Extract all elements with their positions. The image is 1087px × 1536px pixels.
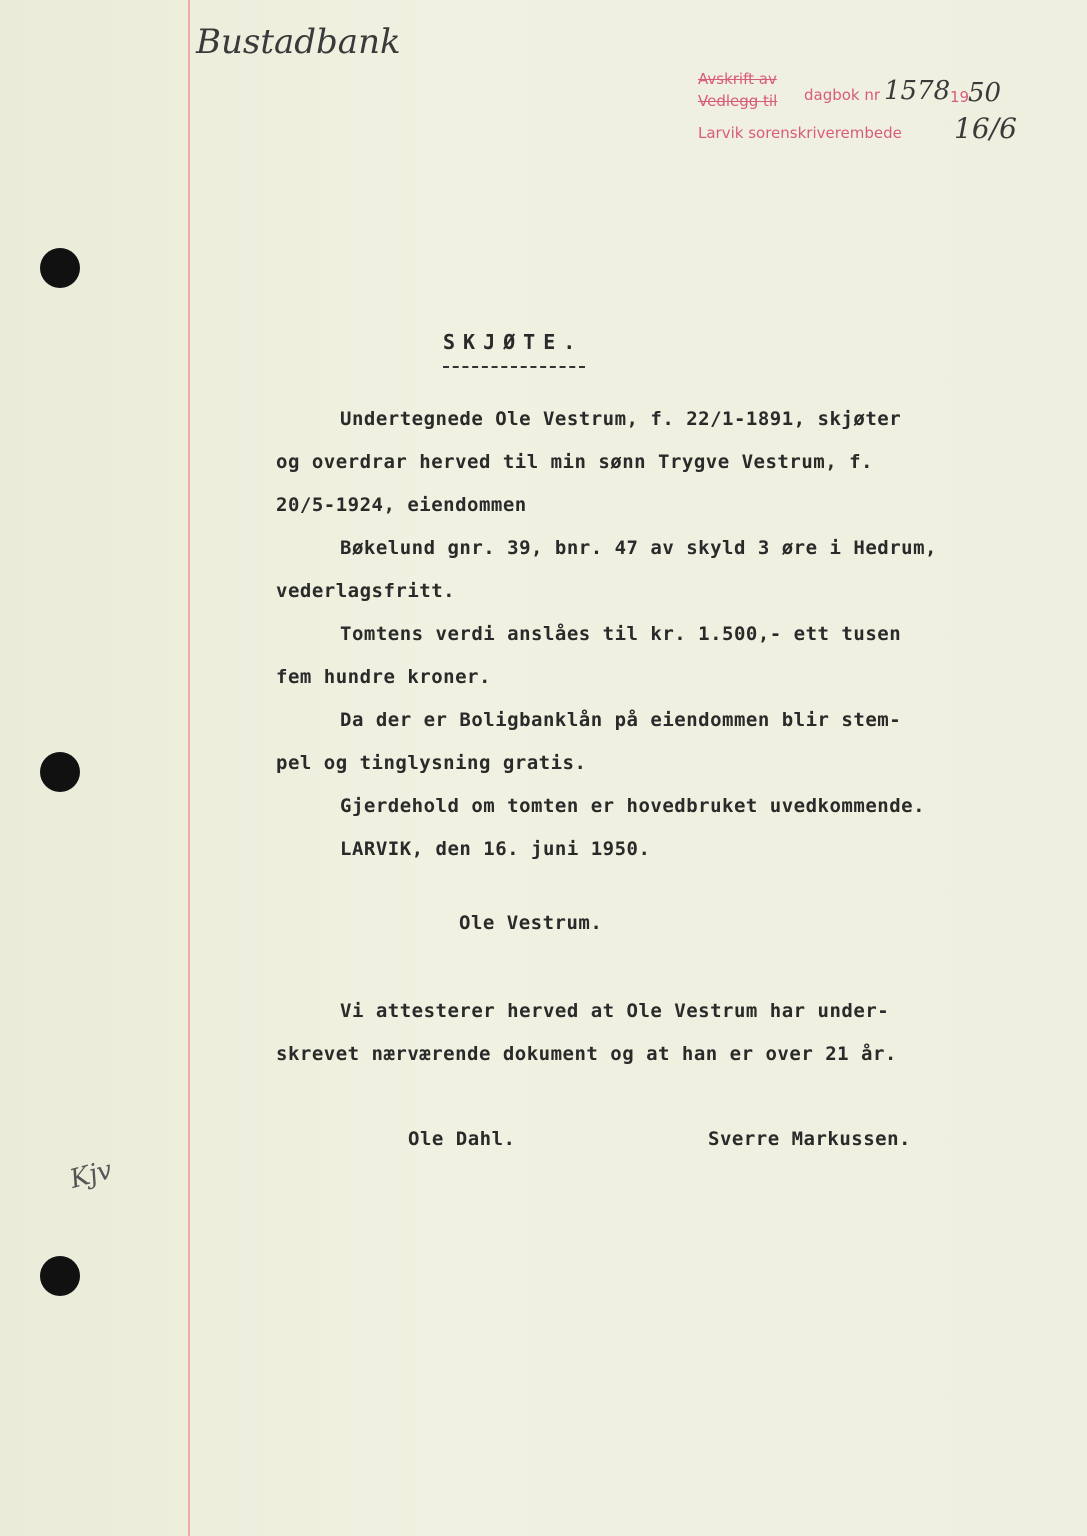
stamp-year-prefix: 19 [950, 88, 970, 106]
punch-hole [40, 752, 80, 792]
body-line: Da der er Boligbanklån på eiendommen blir stem- [340, 709, 902, 731]
body-line: fem hundre kroner. [276, 666, 491, 688]
punch-hole [40, 248, 80, 288]
year-handwritten: 50 [968, 78, 1002, 108]
date-line: LARVIK, den 16. juni 1950. [340, 838, 651, 860]
body-line: 20/5-1924, eiendommen [276, 494, 527, 516]
stamp-line: Larvik sorenskriverembede [698, 124, 902, 142]
witness-signature: Sverre Markussen. [708, 1128, 911, 1150]
body-line: Undertegnede Ole Vestrum, f. 22/1-1891, skjøter [340, 408, 902, 430]
stamp-line: Avskrift av [698, 70, 777, 88]
body-line: Tomtens verdi anslåes til kr. 1.500,- ett tusen [340, 623, 902, 645]
attest-line: skrevet nærværende dokument og at han er over 21 år. [276, 1043, 897, 1065]
margin-initials: Kjv [66, 1155, 116, 1195]
title-underline [443, 366, 585, 368]
margin-rule [188, 0, 190, 1536]
handwritten-header: Bustadbank [196, 22, 401, 62]
body-line: og overdrar herved til min sønn Trygve Vestrum, f. [276, 451, 873, 473]
body-line: vederlagsfritt. [276, 580, 456, 602]
attest-line: Vi attesterer herved at Ole Vestrum har under- [340, 1000, 890, 1022]
body-line: Gjerdehold om tomten er hovedbruket uvedkommende. [340, 795, 926, 817]
body-line: Bøkelund gnr. 39, bnr. 47 av skyld 3 øre i Hedrum, [340, 537, 937, 559]
punch-hole [40, 1256, 80, 1296]
stamp-date: 16/6 [954, 112, 1017, 145]
signature: Ole Vestrum. [459, 912, 603, 934]
dagbok-number: 1578 [884, 76, 951, 106]
witness-signature: Ole Dahl. [408, 1128, 516, 1150]
stamp-line: Vedlegg til [698, 92, 778, 110]
body-line: pel og tinglysning gratis. [276, 752, 587, 774]
document-title: SKJØTE. [443, 330, 584, 354]
stamp-line: dagbok nr [804, 86, 881, 104]
